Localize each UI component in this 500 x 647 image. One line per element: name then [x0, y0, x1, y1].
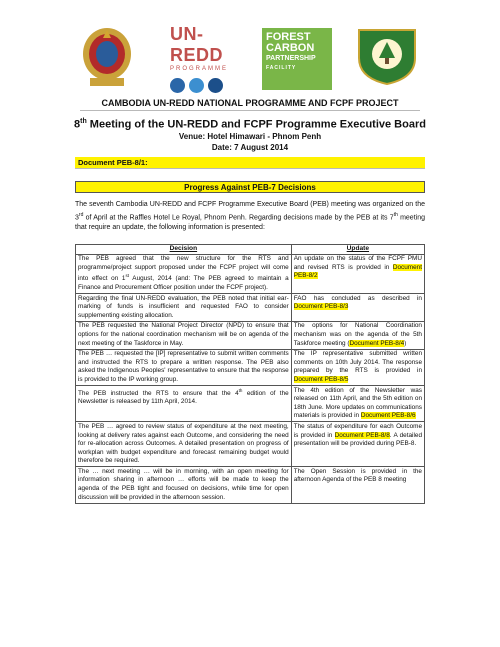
update-text-continued: . A detailed presentation will be provided during PEB-8.	[293, 431, 422, 448]
fao-icon	[170, 78, 185, 93]
intro-part-a: The seventh Cambodia UN-REDD and FCPF Programme Executive Board (PEB) meeting was organized on the 3	[75, 201, 425, 222]
update-text: The Open Session is provided in the afternoon Agenda of the PEB 8 meeting	[293, 467, 422, 484]
fcpf-logo	[262, 28, 332, 90]
document-reference-highlight: Document PEB-8/4	[349, 339, 405, 347]
table-row	[76, 294, 425, 322]
decision-cell	[76, 321, 292, 349]
header-divider	[80, 110, 420, 111]
document-reference-highlight: Document PEB-8/3	[293, 303, 349, 311]
intro-paragraph	[75, 200, 425, 233]
update-text: An update on the status of the FCPF PMU and revised RTS is provided in	[293, 255, 422, 271]
update-column-header: Update	[291, 245, 424, 255]
table-row	[76, 349, 425, 385]
logo-row	[80, 18, 430, 98]
update-cell	[291, 349, 424, 385]
un-redd-wordmark: UN-REDD	[170, 24, 224, 65]
undp-icon	[189, 78, 204, 93]
decision-text: The … next meeting … will be in morning, with an open meeting for information sharing in afternoon … efforts will be made to keep the agenda of the PEB tight and focused on decisions, while time for open discussion will be provided in the afternoon session.	[78, 467, 289, 501]
fcpf-subtitle: FACILITY	[266, 65, 297, 71]
intro-ordinal-2: th	[393, 212, 398, 218]
decision-text: The PEB instructed the RTS to ensure that the 4	[78, 389, 239, 397]
document-reference-highlight: Document PEB-8/2	[293, 263, 422, 280]
decision-text: The PEB … requested the [IP] representative to submit written comments and instructed the RTS to prepare a written response. The PEB also asked the Indigenous Peoples' representative to ensure that the response is provided to the IP working group.	[78, 350, 289, 383]
decision-text-continued: edition of the Newsletter is released by 11th April, 2014.	[78, 389, 289, 406]
fcpf-line-3: PARTNERSHIP	[266, 55, 316, 62]
partner-icons	[170, 78, 250, 93]
intro-part-c: meeting that require an update, the following information is presented:	[75, 214, 425, 232]
update-cell	[291, 422, 424, 467]
update-text: The status of expenditure for each Outcome is provided in	[293, 422, 422, 439]
un-redd-logo	[170, 24, 250, 94]
decision-cell	[76, 422, 292, 467]
decision-text: The PEB agreed that the new structure for the RTS and programme/project support proposed under the FCPF project will come into effect on 1	[78, 255, 289, 283]
decision-column-header: Decision	[76, 245, 292, 255]
forestry-administration-seal-logo	[353, 24, 421, 86]
update-text: The IP representative submitted written comments on 10th July 2014. The response prepared by the RTS is provided in	[293, 350, 422, 375]
decisions-table	[75, 244, 425, 504]
section-title: Progress Against PEB-7 Decisions	[75, 181, 425, 193]
title-text: Meeting of the UN-REDD and FCPF Programme Executive Board	[86, 118, 426, 131]
venue-line: Venue: Hotel Himawari - Phnom Penh	[178, 132, 322, 141]
update-text-continued: )	[404, 339, 407, 347]
update-cell	[291, 254, 424, 294]
un-redd-subtitle: PROGRAMME	[170, 66, 229, 72]
table-row	[76, 386, 425, 422]
cambodia-seal-logo	[80, 24, 134, 90]
decision-text: Regarding the final UN-REDD evaluation, the PEB noted that initial ear-marking of funds is insufficient and requested FAO to consider supplementing existing allocation.	[78, 294, 289, 319]
decision-ordinal: th	[238, 387, 243, 393]
document-reference: Document PEB-8/1:	[75, 157, 425, 169]
decision-cell	[76, 386, 292, 422]
fcpf-line-1: FOREST	[266, 31, 311, 43]
decision-cell	[76, 294, 292, 322]
document-reference-highlight: Document PEB-8/5	[293, 375, 349, 383]
decision-cell	[76, 254, 292, 294]
unep-icon	[208, 78, 223, 93]
fcpf-line-2: CARBON	[266, 42, 315, 54]
title-number: 8	[74, 118, 81, 131]
decision-cell	[76, 467, 292, 503]
update-cell	[291, 294, 424, 322]
organization-line: CAMBODIA UN-REDD NATIONAL PROGRAMME AND FCPF PROJECT	[101, 98, 399, 108]
decision-cell	[76, 349, 292, 385]
update-text: The 4th edition of the Newsletter was released on 11th April, and the 5th edition on 18th June. More updates on communications materials is provided in	[293, 386, 422, 420]
update-cell	[291, 467, 424, 503]
date-line: Date: 7 August 2014	[211, 143, 289, 152]
document-reference-highlight: Document PEB-8/8	[334, 431, 390, 439]
table-row	[76, 254, 425, 294]
intro-part-b: of April at the Raffles Hotel Le Royal, Phnom Penh. Regarding decisions made by the PEB at its 7	[83, 214, 394, 222]
decision-text: The PEB requested the National Project Director (NPD) to ensure that options for the national coordination mechanism will be on agenda of the next meeting of the Taskforce in May.	[78, 322, 289, 347]
update-text: The options for National Coordination mechanism was on the agenda of the 5th Taskforce meeting (	[293, 322, 422, 347]
table-row	[76, 467, 425, 503]
table-row	[76, 321, 425, 349]
decision-ordinal: st	[125, 273, 129, 279]
update-text: FAO has concluded as described in	[293, 294, 422, 302]
update-cell	[291, 386, 424, 422]
decision-text: The PEB … agreed to review status of expenditure at the next meeting, looking at delivery rates against each Outcome, and considering the need for re-allocation across Outcomes. A detailed presentation on progress of workplan with budget expenditure and forecast remaining budget would therefore be required.	[78, 422, 289, 465]
title-ordinal: th	[80, 118, 87, 125]
update-cell	[291, 321, 424, 349]
table-body	[76, 254, 425, 503]
table-row	[76, 422, 425, 467]
document-title	[0, 118, 500, 131]
table-header-row	[76, 245, 425, 255]
decision-text-continued: August, 2014 (and: The PEB agreed to maintain a Finance and Procurement Officer position under the FCPF project).	[78, 275, 289, 291]
document-reference-highlight: Document PEB-8/6	[360, 412, 416, 420]
intro-ordinal-1: rd	[78, 212, 84, 218]
